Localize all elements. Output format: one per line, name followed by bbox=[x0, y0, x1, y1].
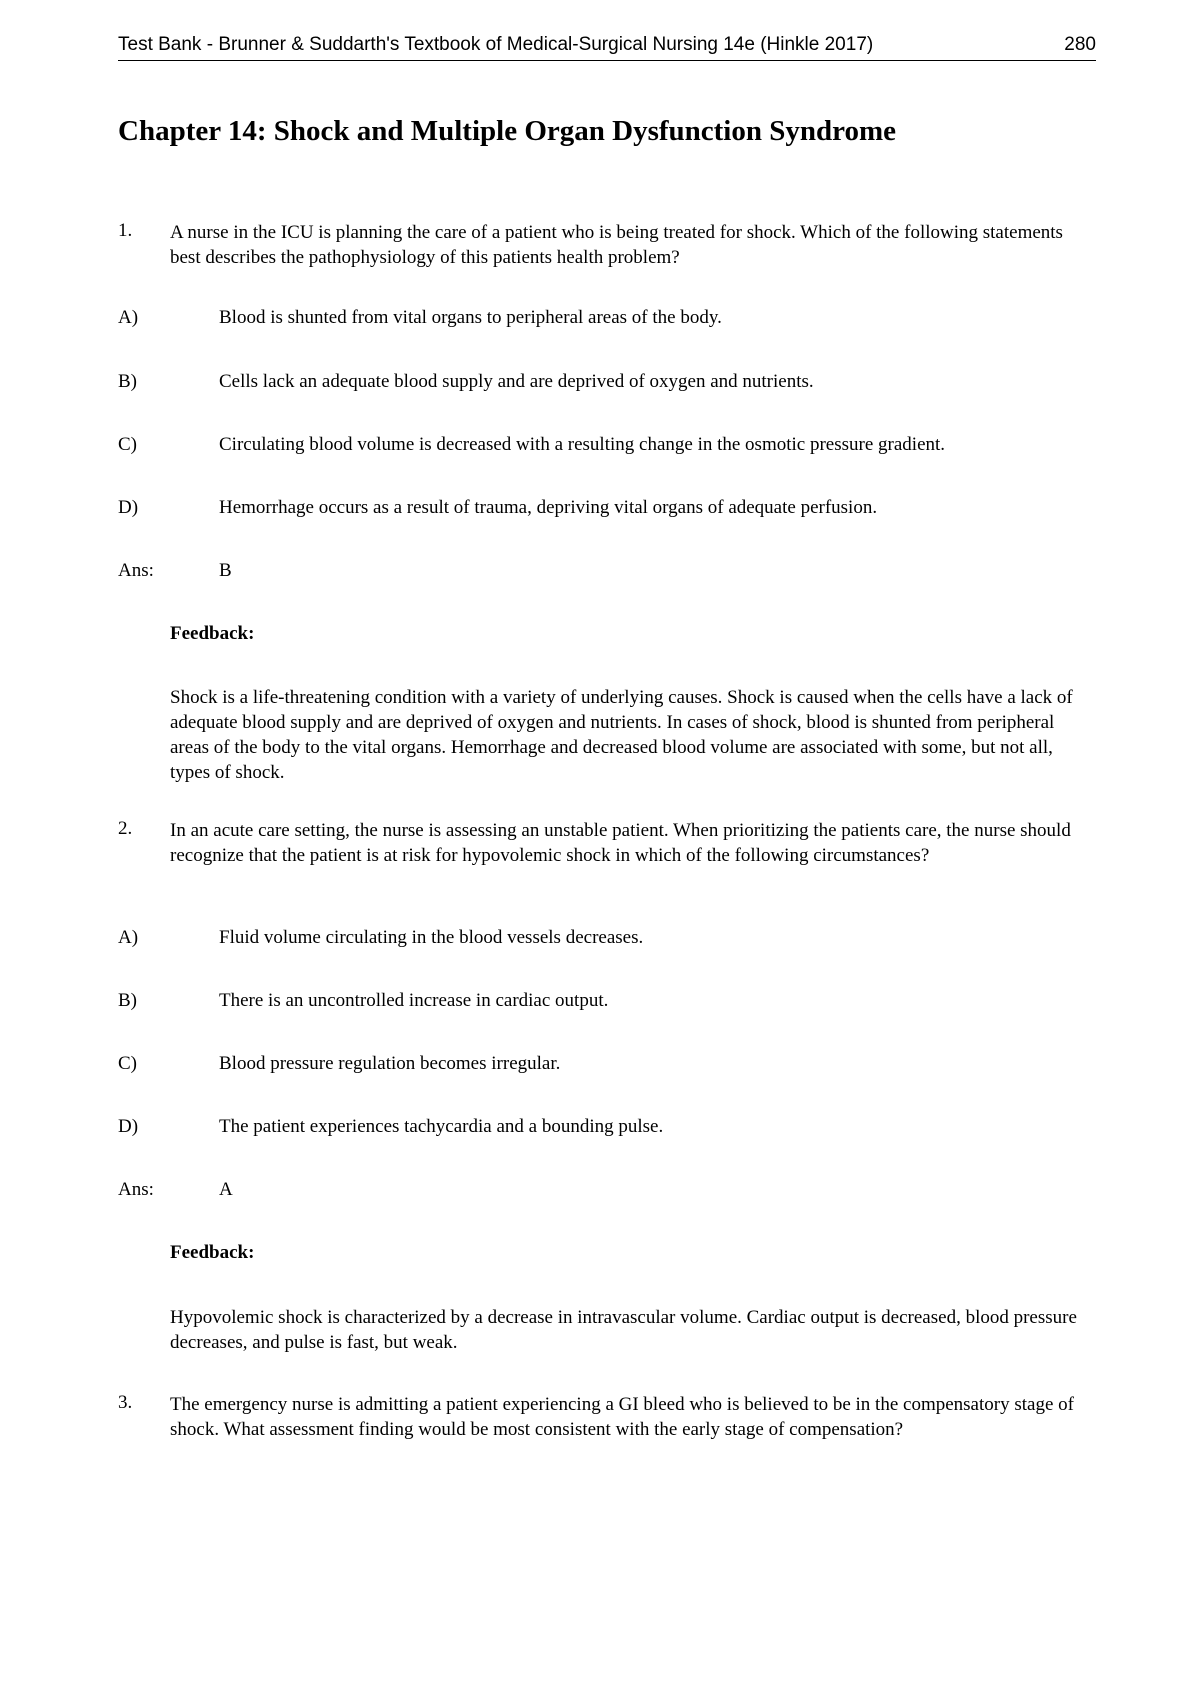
answer-label: Ans: bbox=[118, 1179, 154, 1200]
option-text: Fluid volume circulating in the blood vessels decreases. bbox=[219, 927, 644, 948]
feedback-text: Hypovolemic shock is characterized by a decrease in intravascular volume. Cardiac output is decreased, blood pressure decreases, and pulse is fast, but weak. bbox=[170, 1307, 1077, 1353]
option-text: Circulating blood volume is decreased with a resulting change in the osmotic pressure gradient. bbox=[219, 434, 946, 455]
option-text: Cells lack an adequate blood supply and are deprived of oxygen and nutrients. bbox=[219, 371, 814, 392]
feedback-text: Shock is a life-threatening condition with a variety of underlying causes. Shock is caused when the cells have a lack of adequate blood supply and are deprived of oxygen and nutrients. In cases of shock, blood is shunted from peripheral areas of the body to the vital organs. Hemorrhage and decreased blood volume are associated with some, but not all, types of shock. bbox=[170, 687, 1073, 783]
answer-value: A bbox=[219, 1179, 233, 1200]
question-text: A nurse in the ICU is planning the care of a patient who is being treated for shock. Which of the following statements best describes the pathophysiology of this patients health problem? bbox=[170, 222, 1063, 268]
feedback-heading: Feedback: bbox=[170, 623, 255, 644]
option-letter: B) bbox=[118, 990, 137, 1011]
page-number: 280 bbox=[1064, 34, 1096, 55]
option-text: The patient experiences tachycardia and a bounding pulse. bbox=[219, 1116, 664, 1137]
option-letter: B) bbox=[118, 371, 137, 392]
option-letter: A) bbox=[118, 307, 139, 328]
page-header bbox=[118, 32, 1096, 61]
header-title: Test Bank - Brunner & Suddarth's Textbook of Medical-Surgical Nursing 14e (Hinkle 2017) bbox=[118, 34, 874, 55]
question-number: 3. bbox=[118, 1392, 133, 1413]
option-letter: D) bbox=[118, 497, 139, 518]
question-text: In an acute care setting, the nurse is assessing an unstable patient. When prioritizing the patients care, the nurse should recognize that the patient is at risk for hypovolemic shock in which of the following circumstances? bbox=[170, 820, 1071, 866]
answer-value: B bbox=[219, 560, 232, 581]
option-text: There is an uncontrolled increase in cardiac output. bbox=[219, 990, 609, 1011]
chapter-title: Chapter 14: Shock and Multiple Organ Dysfunction Syndrome bbox=[118, 115, 897, 147]
question-text: The emergency nurse is admitting a patient experiencing a GI bleed who is believed to be in the compensatory stage of shock. What assessment finding would be most consistent with the early stage of compensation? bbox=[170, 1394, 1074, 1440]
question-number: 2. bbox=[118, 818, 133, 839]
option-letter: A) bbox=[118, 927, 139, 948]
feedback-heading: Feedback: bbox=[170, 1242, 255, 1263]
option-text: Blood pressure regulation becomes irregular. bbox=[219, 1053, 561, 1074]
question-number: 1. bbox=[118, 220, 133, 241]
option-text: Blood is shunted from vital organs to peripheral areas of the body. bbox=[219, 307, 722, 328]
option-text: Hemorrhage occurs as a result of trauma, depriving vital organs of adequate perfusion. bbox=[219, 497, 878, 518]
option-letter: D) bbox=[118, 1116, 139, 1137]
option-letter: C) bbox=[118, 1053, 137, 1074]
answer-label: Ans: bbox=[118, 560, 154, 581]
option-letter: C) bbox=[118, 434, 137, 455]
